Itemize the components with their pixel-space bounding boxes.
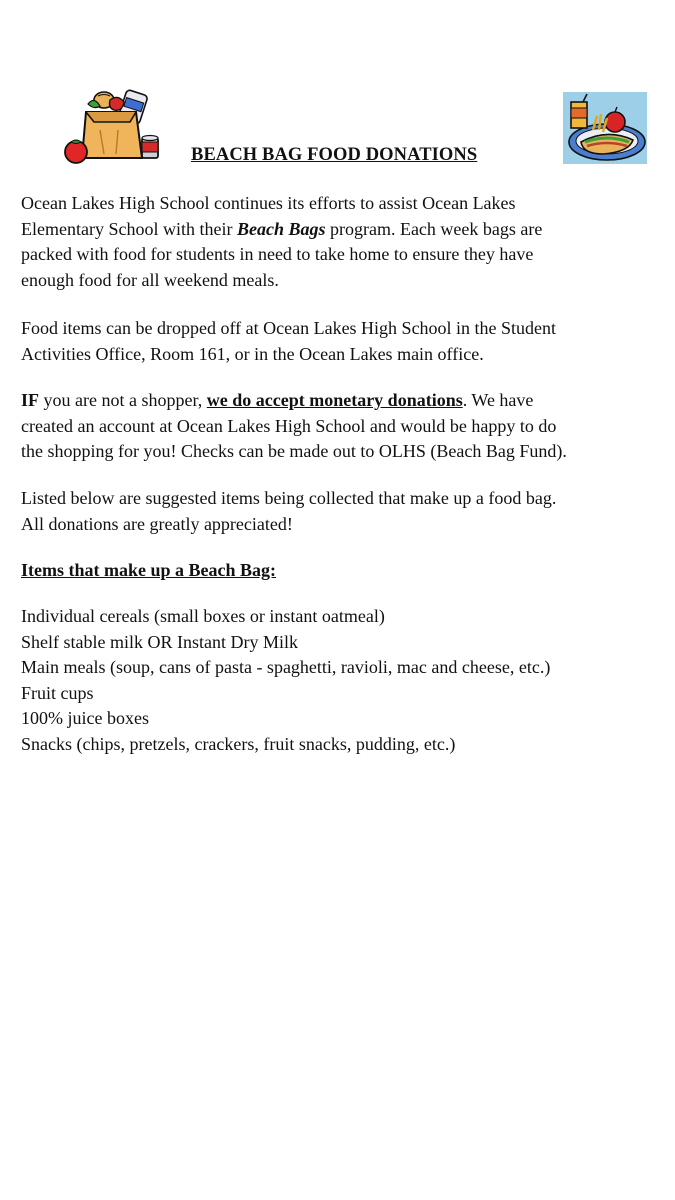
monetary-line-1 [21,388,661,414]
list-item: Fruit cups [21,682,94,703]
if-emphasis: IF [21,390,39,410]
grocery-bag-icon [60,86,164,166]
suggested-line-2: All donations are greatly appreciated! [21,513,293,534]
list-item: Shelf stable milk OR Instant Dry Milk [21,631,298,652]
intro-line-2-post: program. Each week bags are [325,218,543,239]
suggested-line-1: Listed below are suggested items being collected that make up a food bag. [21,488,557,508]
monetary-emphasis: we do accept monetary donations [206,390,463,410]
monetary-line-1-mid: you are not a shopper, [39,390,207,410]
lunch-tray-icon [563,92,647,164]
list-item: Individual cereals (small boxes or instant oatmeal) [21,606,385,626]
monetary-line-3: the shopping for you! Checks can be made out to OLHS (Beach Bag Fund). [21,441,567,461]
dropoff-line-2: Activities Office, Room 161, or in the Ocean Lakes main office. [21,343,484,364]
intro-line-1: Ocean Lakes High School continues its efforts to assist Ocean Lakes [21,193,516,213]
dropoff-paragraph [21,316,661,367]
list-item: Main meals (soup, cans of pasta - spaghetti, ravioli, mac and cheese, etc.) [21,657,551,677]
items-heading: Items that make up a Beach Bag: [21,560,276,580]
intro-line-3: packed with food for students in need to take home to ensure they have [21,244,534,264]
intro-line-2 [21,217,661,243]
list-item: Snacks (chips, pretzels, crackers, fruit snacks, pudding, etc.) [21,733,456,754]
list-item: 100% juice boxes [21,708,149,728]
intro-line-4: enough food for all weekend meals. [21,269,279,290]
items-list [21,604,550,757]
intro-paragraph [21,191,661,293]
monetary-paragraph [21,388,661,465]
monetary-line-2: created an account at Ocean Lakes High School and would be happy to do [21,415,557,436]
beach-bags-emphasis: Beach Bags [236,218,326,239]
dropoff-line-1: Food items can be dropped off at Ocean Lakes High School in the Student [21,318,557,338]
page-title: BEACH BAG FOOD DONATIONS [191,145,478,165]
monetary-line-1-post: . We have [462,390,534,410]
suggested-paragraph [21,486,661,537]
intro-line-2-pre: Elementary School with their [21,218,237,239]
